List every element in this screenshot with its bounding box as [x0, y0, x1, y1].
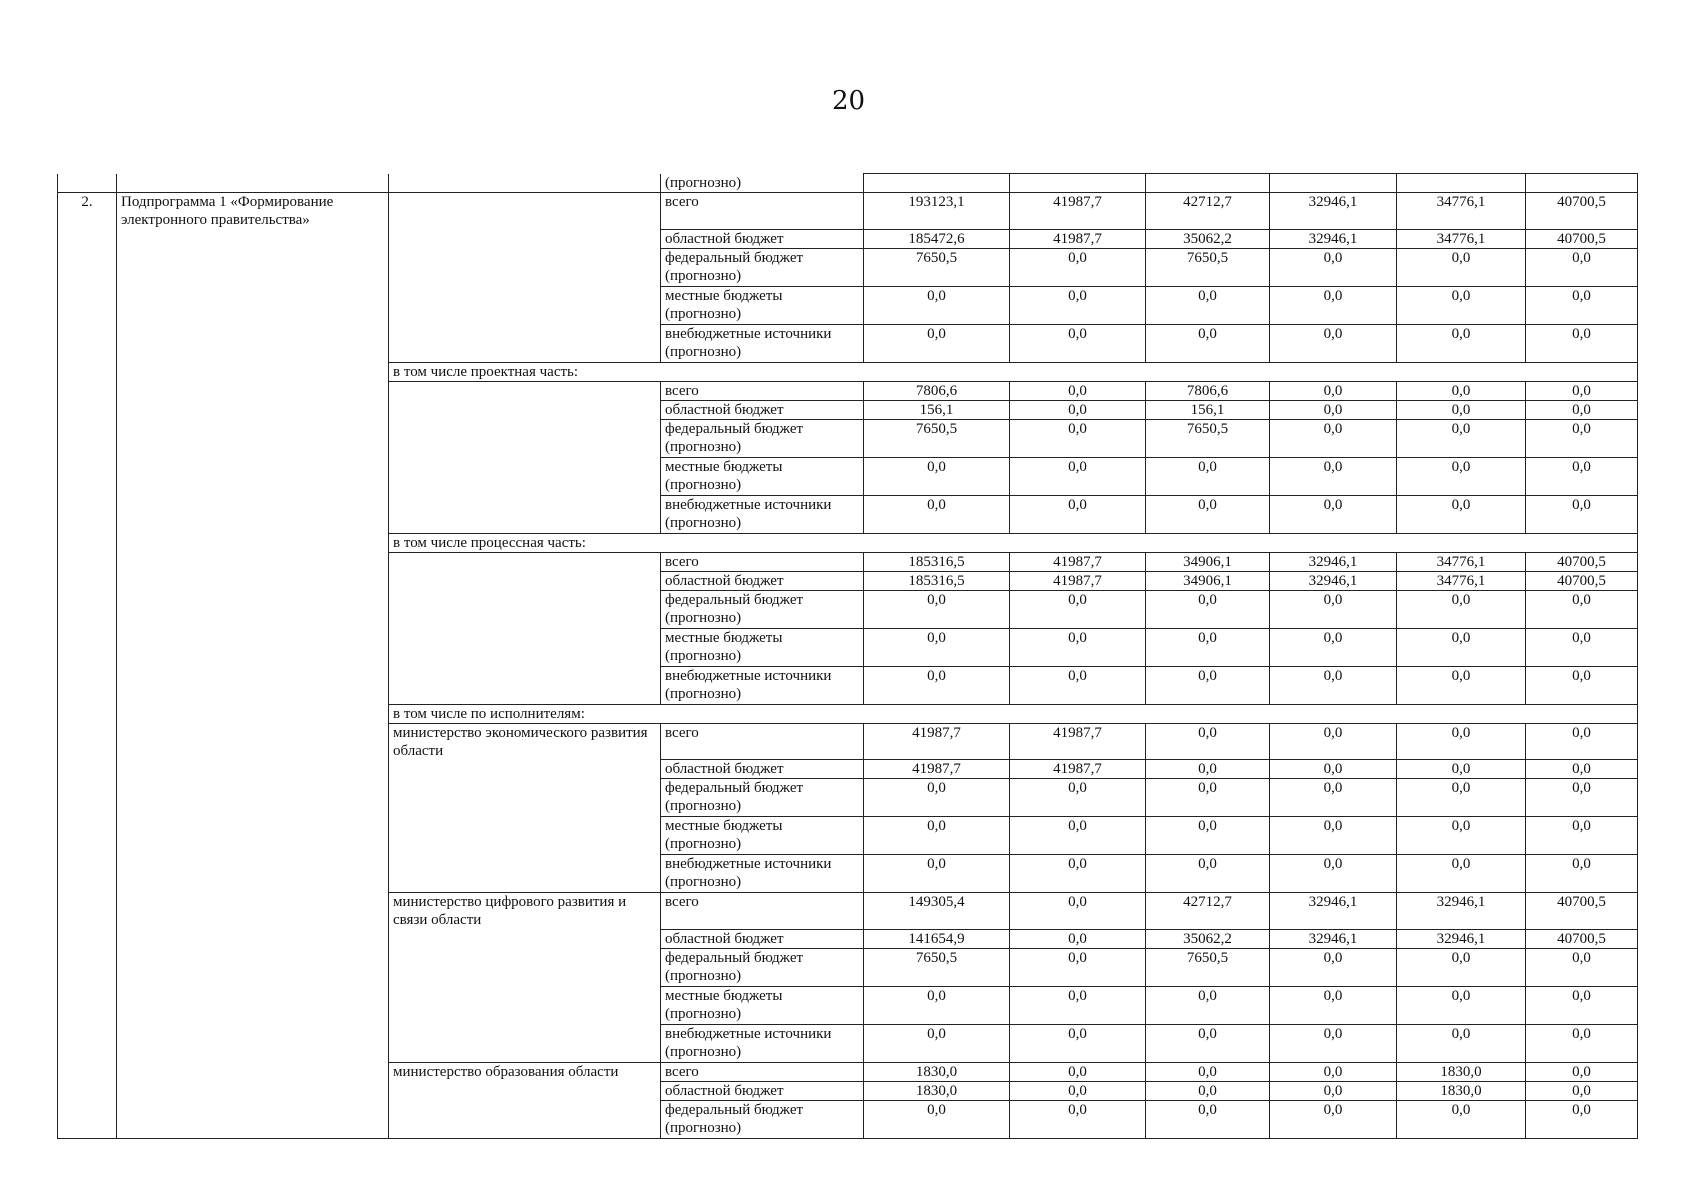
value-cell: 34776,1 [1397, 552, 1526, 571]
value-cell: 7650,5 [864, 948, 1010, 986]
value-cell: 185472,6 [864, 229, 1010, 248]
value-cell: 34776,1 [1397, 229, 1526, 248]
table-row [58, 533, 1638, 552]
value-cell: 193123,1 [864, 193, 1010, 230]
value-cell: 0,0 [1010, 628, 1146, 666]
value-cell: 7650,5 [1146, 419, 1270, 457]
value-cell: 0,0 [864, 324, 1010, 362]
table-row [58, 571, 1638, 590]
value-cell: 0,0 [1526, 817, 1638, 855]
table-row [58, 495, 1638, 533]
value-cell: 42712,7 [1146, 893, 1270, 930]
value-cell: 0,0 [1010, 381, 1146, 400]
table-row [58, 1062, 1638, 1081]
value-cell: 7650,5 [864, 419, 1010, 457]
value-cell: 156,1 [1146, 400, 1270, 419]
value-cell: 0,0 [1397, 590, 1526, 628]
value-cell: 1830,0 [864, 1062, 1010, 1081]
value-cell: 0,0 [1010, 457, 1146, 495]
value-cell: 0,0 [864, 457, 1010, 495]
table-row [58, 760, 1638, 779]
source-label: внебюджетные источники (прогнозно) [661, 495, 864, 533]
value-cell: 32946,1 [1270, 229, 1397, 248]
value-cell: 0,0 [1010, 1062, 1146, 1081]
value-cell: 32946,1 [1270, 193, 1397, 230]
value-cell: 0,0 [1270, 419, 1397, 457]
value-cell: 0,0 [1146, 855, 1270, 893]
value-cell: 40700,5 [1526, 929, 1638, 948]
value-cell: 156,1 [864, 400, 1010, 419]
value-cell: 0,0 [864, 986, 1010, 1024]
value-cell: 41987,7 [1010, 193, 1146, 230]
value-cell: 0,0 [1146, 457, 1270, 495]
table-row [58, 1100, 1638, 1138]
source-label: (прогнозно) [661, 174, 864, 193]
value-cell: 0,0 [1146, 324, 1270, 362]
source-label: внебюджетные источники (прогнозно) [661, 1024, 864, 1062]
value-cell: 185316,5 [864, 571, 1010, 590]
table-row [58, 362, 1638, 381]
value-cell: 40700,5 [1526, 571, 1638, 590]
value-cell: 0,0 [1397, 948, 1526, 986]
value-cell: 41987,7 [1010, 723, 1146, 760]
source-label: областной бюджет [661, 400, 864, 419]
value-cell: 1830,0 [864, 1081, 1010, 1100]
table-row [58, 419, 1638, 457]
value-cell: 0,0 [1526, 666, 1638, 704]
value-cell: 32946,1 [1270, 552, 1397, 571]
value-cell: 0,0 [1397, 248, 1526, 286]
value-cell: 0,0 [1270, 1081, 1397, 1100]
value-cell: 0,0 [1270, 986, 1397, 1024]
source-label: всего [661, 893, 864, 930]
value-cell: 0,0 [1270, 760, 1397, 779]
value-cell: 0,0 [1010, 1081, 1146, 1100]
value-cell: 0,0 [1010, 779, 1146, 817]
value-cell: 0,0 [1010, 666, 1146, 704]
table-row [58, 381, 1638, 400]
value-cell: 0,0 [864, 495, 1010, 533]
value-cell: 0,0 [1010, 1024, 1146, 1062]
source-label: областной бюджет [661, 1081, 864, 1100]
value-cell: 34906,1 [1146, 552, 1270, 571]
table-row [58, 948, 1638, 986]
source-label: областной бюджет [661, 929, 864, 948]
value-cell: 0,0 [1010, 419, 1146, 457]
value-cell: 0,0 [1397, 817, 1526, 855]
value-cell: 0,0 [1397, 855, 1526, 893]
value-cell: 41987,7 [1010, 760, 1146, 779]
value-cell: 41987,7 [864, 723, 1010, 760]
value-cell: 0,0 [1010, 590, 1146, 628]
value-cell: 0,0 [1526, 855, 1638, 893]
table-row [58, 1024, 1638, 1062]
value-cell: 0,0 [1270, 948, 1397, 986]
value-cell: 0,0 [1010, 495, 1146, 533]
value-cell: 7650,5 [864, 248, 1010, 286]
value-cell: 0,0 [1010, 893, 1146, 930]
value-cell: 40700,5 [1526, 229, 1638, 248]
value-cell: 149305,4 [864, 893, 1010, 930]
value-cell: 0,0 [864, 666, 1010, 704]
value-cell: 0,0 [1397, 666, 1526, 704]
value-cell: 7650,5 [1146, 948, 1270, 986]
value-cell: 0,0 [864, 779, 1010, 817]
value-cell: 0,0 [1526, 419, 1638, 457]
value-cell: 0,0 [864, 1100, 1010, 1138]
section-header: в том числе проектная часть: [389, 362, 1638, 381]
source-label: федеральный бюджет (прогнозно) [661, 948, 864, 986]
value-cell: 0,0 [1010, 1100, 1146, 1138]
table-row [58, 590, 1638, 628]
value-cell: 0,0 [1270, 855, 1397, 893]
value-cell: 0,0 [1397, 760, 1526, 779]
value-cell: 0,0 [1397, 1024, 1526, 1062]
value-cell: 0,0 [864, 628, 1010, 666]
value-cell: 0,0 [1146, 590, 1270, 628]
value-cell: 0,0 [1146, 666, 1270, 704]
value-cell: 0,0 [864, 855, 1010, 893]
value-cell: 40700,5 [1526, 193, 1638, 230]
source-label: местные бюджеты (прогнозно) [661, 457, 864, 495]
value-cell: 0,0 [1397, 457, 1526, 495]
value-cell: 40700,5 [1526, 893, 1638, 930]
value-cell: 0,0 [1526, 457, 1638, 495]
value-cell: 0,0 [1526, 324, 1638, 362]
value-cell: 141654,9 [864, 929, 1010, 948]
value-cell: 0,0 [1397, 1100, 1526, 1138]
value-cell: 0,0 [864, 817, 1010, 855]
value-cell: 42712,7 [1146, 193, 1270, 230]
value-cell: 0,0 [1270, 1062, 1397, 1081]
source-label: внебюджетные источники (прогнозно) [661, 666, 864, 704]
source-label: всего [661, 552, 864, 571]
page-number: 20 [831, 86, 866, 116]
value-cell: 0,0 [1270, 628, 1397, 666]
executor-name: министерство экономического развития области [389, 723, 661, 760]
source-label: областной бюджет [661, 571, 864, 590]
source-label: федеральный бюджет (прогнозно) [661, 419, 864, 457]
table-row [58, 400, 1638, 419]
value-cell: 32946,1 [1270, 571, 1397, 590]
value-cell: 0,0 [1146, 286, 1270, 324]
value-cell: 0,0 [1526, 400, 1638, 419]
source-label: внебюджетные источники (прогнозно) [661, 324, 864, 362]
row-number: 2. [58, 193, 117, 230]
value-cell: 0,0 [1526, 628, 1638, 666]
value-cell: 1830,0 [1397, 1062, 1526, 1081]
section-header: в том числе процессная часть: [389, 533, 1638, 552]
value-cell: 41987,7 [1010, 571, 1146, 590]
table-row [58, 229, 1638, 248]
value-cell: 1830,0 [1397, 1081, 1526, 1100]
value-cell: 34906,1 [1146, 571, 1270, 590]
value-cell: 0,0 [1270, 1100, 1397, 1138]
table-row [58, 1081, 1638, 1100]
source-label: местные бюджеты (прогнозно) [661, 286, 864, 324]
value-cell: 0,0 [1270, 400, 1397, 419]
value-cell: 0,0 [1010, 929, 1146, 948]
table-row [58, 893, 1638, 930]
value-cell: 0,0 [1146, 495, 1270, 533]
value-cell: 7806,6 [864, 381, 1010, 400]
value-cell: 0,0 [1270, 666, 1397, 704]
value-cell: 0,0 [1146, 1024, 1270, 1062]
source-label: всего [661, 193, 864, 230]
table-row [58, 193, 1638, 230]
source-label: всего [661, 1062, 864, 1081]
value-cell: 0,0 [1526, 986, 1638, 1024]
value-cell: 35062,2 [1146, 229, 1270, 248]
value-cell: 0,0 [1010, 855, 1146, 893]
value-cell: 0,0 [1270, 495, 1397, 533]
value-cell: 0,0 [1526, 590, 1638, 628]
value-cell: 0,0 [1397, 723, 1526, 760]
source-label: областной бюджет [661, 760, 864, 779]
value-cell: 0,0 [1526, 1062, 1638, 1081]
value-cell: 0,0 [1010, 817, 1146, 855]
source-label: федеральный бюджет (прогнозно) [661, 590, 864, 628]
value-cell: 41987,7 [1010, 229, 1146, 248]
value-cell: 32946,1 [1270, 893, 1397, 930]
value-cell: 0,0 [1270, 248, 1397, 286]
value-cell: 0,0 [1397, 628, 1526, 666]
table-row [58, 248, 1638, 286]
value-cell: 0,0 [1526, 495, 1638, 533]
value-cell: 0,0 [1270, 723, 1397, 760]
value-cell: 0,0 [1146, 817, 1270, 855]
table-row [58, 986, 1638, 1024]
value-cell: 41987,7 [1010, 552, 1146, 571]
value-cell: 0,0 [1270, 457, 1397, 495]
value-cell: 0,0 [1397, 419, 1526, 457]
value-cell: 0,0 [1010, 324, 1146, 362]
value-cell: 0,0 [1010, 986, 1146, 1024]
source-label: местные бюджеты (прогнозно) [661, 986, 864, 1024]
source-label: федеральный бюджет (прогнозно) [661, 1100, 864, 1138]
value-cell: 0,0 [1526, 286, 1638, 324]
value-cell: 0,0 [1526, 1100, 1638, 1138]
value-cell: 0,0 [1397, 286, 1526, 324]
value-cell: 0,0 [1270, 590, 1397, 628]
value-cell: 7650,5 [1146, 248, 1270, 286]
source-label: всего [661, 723, 864, 760]
value-cell: 0,0 [1146, 986, 1270, 1024]
value-cell: 0,0 [864, 286, 1010, 324]
executor-name: министерство цифрового развития и связи области [389, 893, 661, 930]
value-cell: 0,0 [1010, 286, 1146, 324]
value-cell: 0,0 [1526, 248, 1638, 286]
value-cell: 0,0 [1010, 248, 1146, 286]
value-cell: 0,0 [1270, 324, 1397, 362]
table-row [58, 855, 1638, 893]
value-cell: 0,0 [1526, 760, 1638, 779]
value-cell: 0,0 [1270, 381, 1397, 400]
value-cell: 0,0 [1270, 286, 1397, 324]
value-cell: 0,0 [1146, 760, 1270, 779]
value-cell: 0,0 [1146, 628, 1270, 666]
table-row [58, 552, 1638, 571]
table-row [58, 457, 1638, 495]
value-cell: 32946,1 [1397, 893, 1526, 930]
source-label: федеральный бюджет (прогнозно) [661, 248, 864, 286]
value-cell: 0,0 [864, 590, 1010, 628]
value-cell: 0,0 [1397, 324, 1526, 362]
value-cell: 7806,6 [1146, 381, 1270, 400]
table-row [58, 286, 1638, 324]
table-row [58, 817, 1638, 855]
budget-table [57, 173, 1638, 1139]
source-label: местные бюджеты (прогнозно) [661, 817, 864, 855]
value-cell: 41987,7 [864, 760, 1010, 779]
value-cell: 0,0 [1526, 381, 1638, 400]
subprogram-name: Подпрограмма 1 «Формирование электронного правительства» [117, 193, 389, 230]
value-cell: 32946,1 [1397, 929, 1526, 948]
value-cell: 0,0 [1397, 986, 1526, 1024]
value-cell: 0,0 [864, 1024, 1010, 1062]
value-cell: 40700,5 [1526, 552, 1638, 571]
value-cell: 0,0 [1270, 817, 1397, 855]
value-cell: 0,0 [1526, 1024, 1638, 1062]
source-label: областной бюджет [661, 229, 864, 248]
source-label: всего [661, 381, 864, 400]
source-label: федеральный бюджет (прогнозно) [661, 779, 864, 817]
value-cell: 0,0 [1397, 495, 1526, 533]
table-row [58, 666, 1638, 704]
section-header: в том числе по исполнителям: [389, 704, 1638, 723]
value-cell: 0,0 [1146, 1081, 1270, 1100]
value-cell: 0,0 [1526, 1081, 1638, 1100]
source-label: местные бюджеты (прогнозно) [661, 628, 864, 666]
table-row [58, 174, 1638, 193]
value-cell: 0,0 [1526, 948, 1638, 986]
value-cell: 0,0 [1010, 400, 1146, 419]
value-cell: 32946,1 [1270, 929, 1397, 948]
source-label: внебюджетные источники (прогнозно) [661, 855, 864, 893]
table-row [58, 929, 1638, 948]
table-row [58, 628, 1638, 666]
value-cell: 0,0 [1146, 723, 1270, 760]
table-row [58, 704, 1638, 723]
value-cell: 0,0 [1397, 779, 1526, 817]
value-cell: 0,0 [1146, 779, 1270, 817]
value-cell: 34776,1 [1397, 193, 1526, 230]
value-cell: 0,0 [1010, 948, 1146, 986]
value-cell: 0,0 [1397, 381, 1526, 400]
value-cell: 0,0 [1270, 779, 1397, 817]
value-cell: 0,0 [1526, 779, 1638, 817]
value-cell: 0,0 [1146, 1100, 1270, 1138]
table-row [58, 779, 1638, 817]
value-cell: 185316,5 [864, 552, 1010, 571]
value-cell: 34776,1 [1397, 571, 1526, 590]
value-cell: 0,0 [1526, 723, 1638, 760]
table-row [58, 723, 1638, 760]
value-cell: 0,0 [1397, 400, 1526, 419]
value-cell: 0,0 [1146, 1062, 1270, 1081]
value-cell: 0,0 [1270, 1024, 1397, 1062]
executor-name: министерство образования области [389, 1062, 661, 1081]
table-row [58, 324, 1638, 362]
value-cell: 35062,2 [1146, 929, 1270, 948]
